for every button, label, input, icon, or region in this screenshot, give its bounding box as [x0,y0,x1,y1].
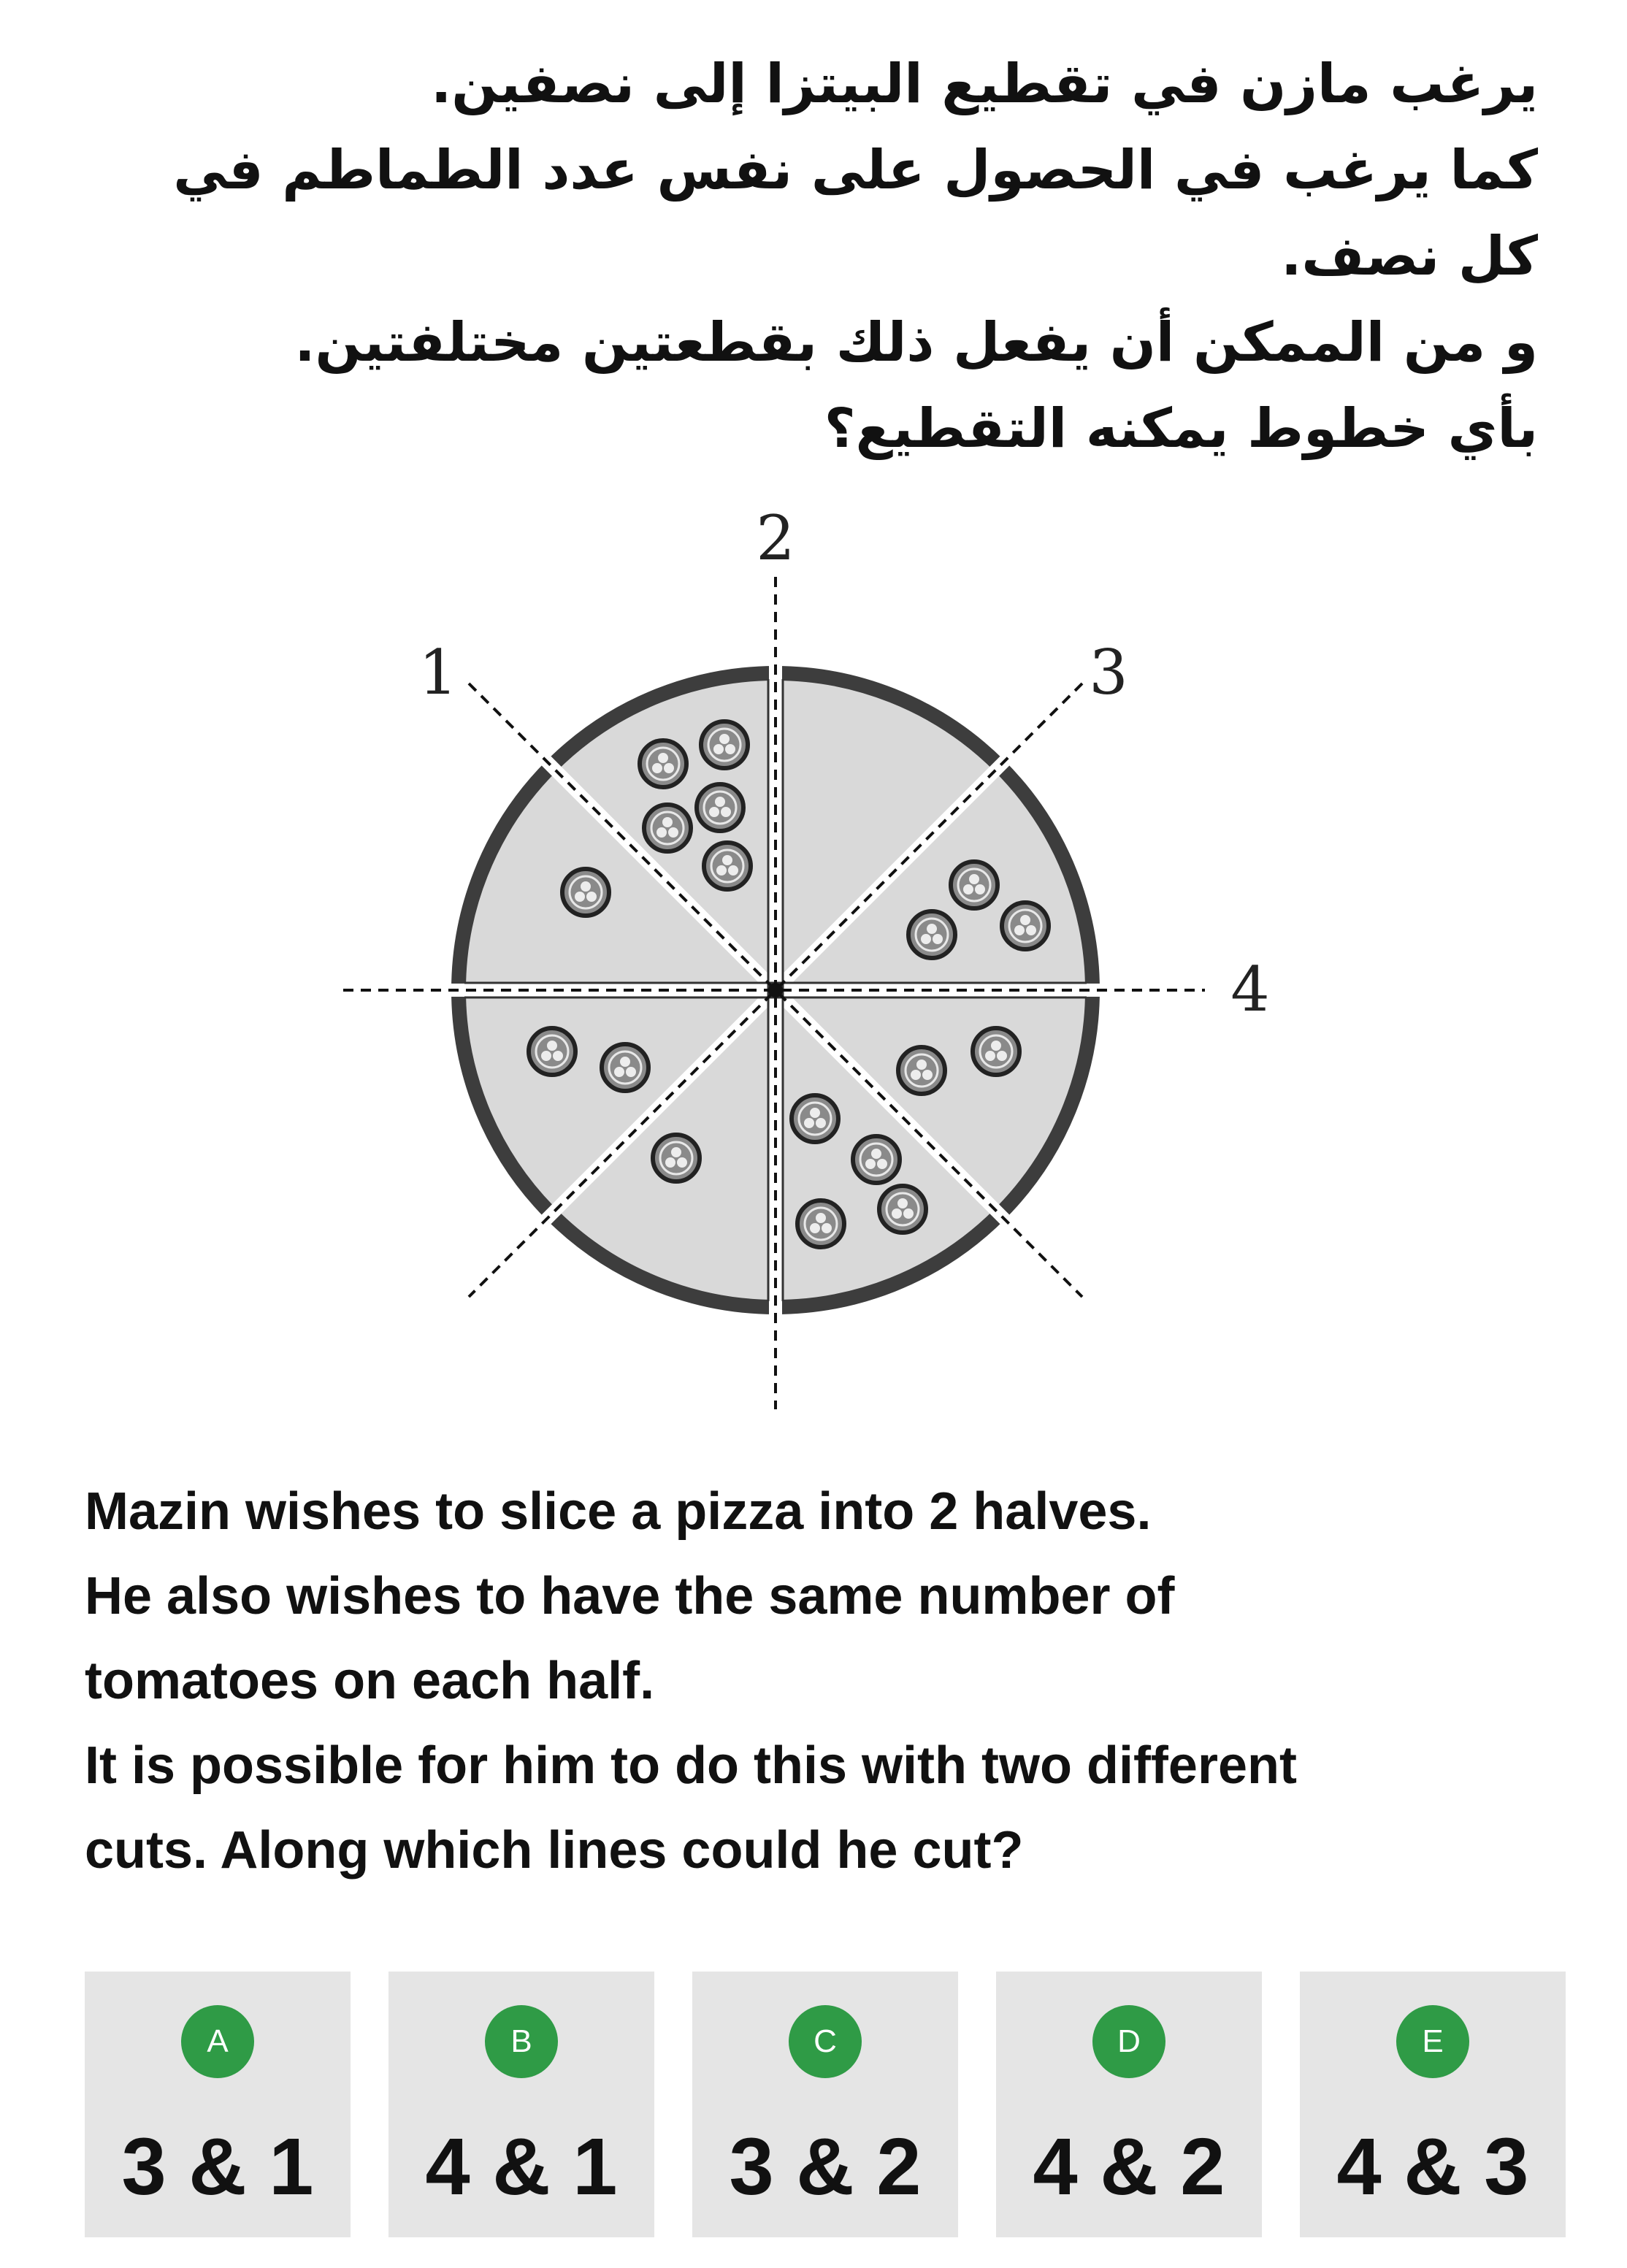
tomato [792,1095,838,1142]
question-english [85,1469,1545,1893]
tomato [898,1047,945,1094]
tomato [562,869,609,916]
option-a[interactable] [85,1972,351,2237]
option-letter-badge: A [181,2005,254,2078]
tomato [853,1136,900,1183]
question-arabic-line: كما يرغب في الحصول على نفس عدد الطماطم في [173,139,1538,202]
answer-options [85,1972,1566,2237]
tomato [879,1186,926,1233]
tomato [701,721,748,768]
option-text: 3 & 1 [121,2122,314,2212]
line-label-3: 3 [1089,637,1128,708]
question-english-line: tomatoes on each half. [85,1652,655,1710]
option-e[interactable] [1300,1972,1566,2237]
pizza-center [768,983,783,997]
option-letter-badge: B [485,2005,558,2078]
option-text: 3 & 2 [729,2122,922,2212]
line-label-1: 1 [418,637,458,708]
line-label-4: 4 [1230,954,1270,1025]
option-text: 4 & 2 [1033,2122,1225,2212]
tomato [697,784,743,831]
question-arabic-line: يرغب مازن في تقطيع البيتزا إلى نصفين. [431,53,1538,115]
tomato [1002,903,1049,949]
question-arabic-line: بأي خطوط يمكنه التقطيع؟ [824,397,1538,460]
question-english-line: Mazin wishes to slice a pizza into 2 halves. [85,1482,1152,1541]
option-text: 4 & 3 [1336,2122,1529,2212]
option-c[interactable] [692,1972,958,2237]
tomato [797,1200,844,1247]
tomato [908,911,955,958]
option-letter-badge: E [1396,2005,1469,2078]
tomato [602,1044,648,1091]
tomato [644,805,691,851]
question-english-line: cuts. Along which lines could he cut? [85,1821,1024,1880]
option-letter-badge: D [1092,2005,1165,2078]
question-arabic-line: كل نصف. [1281,225,1538,288]
tomato [653,1135,700,1181]
question-english-line: It is possible for him to do this with two different [85,1736,1297,1795]
option-text: 4 & 1 [425,2122,618,2212]
line-label-2: 2 [756,502,795,574]
question-english-line: He also wishes to have the same number of [85,1567,1175,1625]
tomato [640,740,686,787]
option-d[interactable] [996,1972,1262,2237]
option-letter-badge: C [789,2005,862,2078]
tomato [704,843,751,889]
tomato [951,862,998,908]
question-arabic-line: و من الممكن أن يفعل ذلك بقطعتين مختلفتين. [294,311,1538,374]
tomato [529,1028,575,1075]
tomato [973,1028,1019,1075]
option-b[interactable] [388,1972,654,2237]
